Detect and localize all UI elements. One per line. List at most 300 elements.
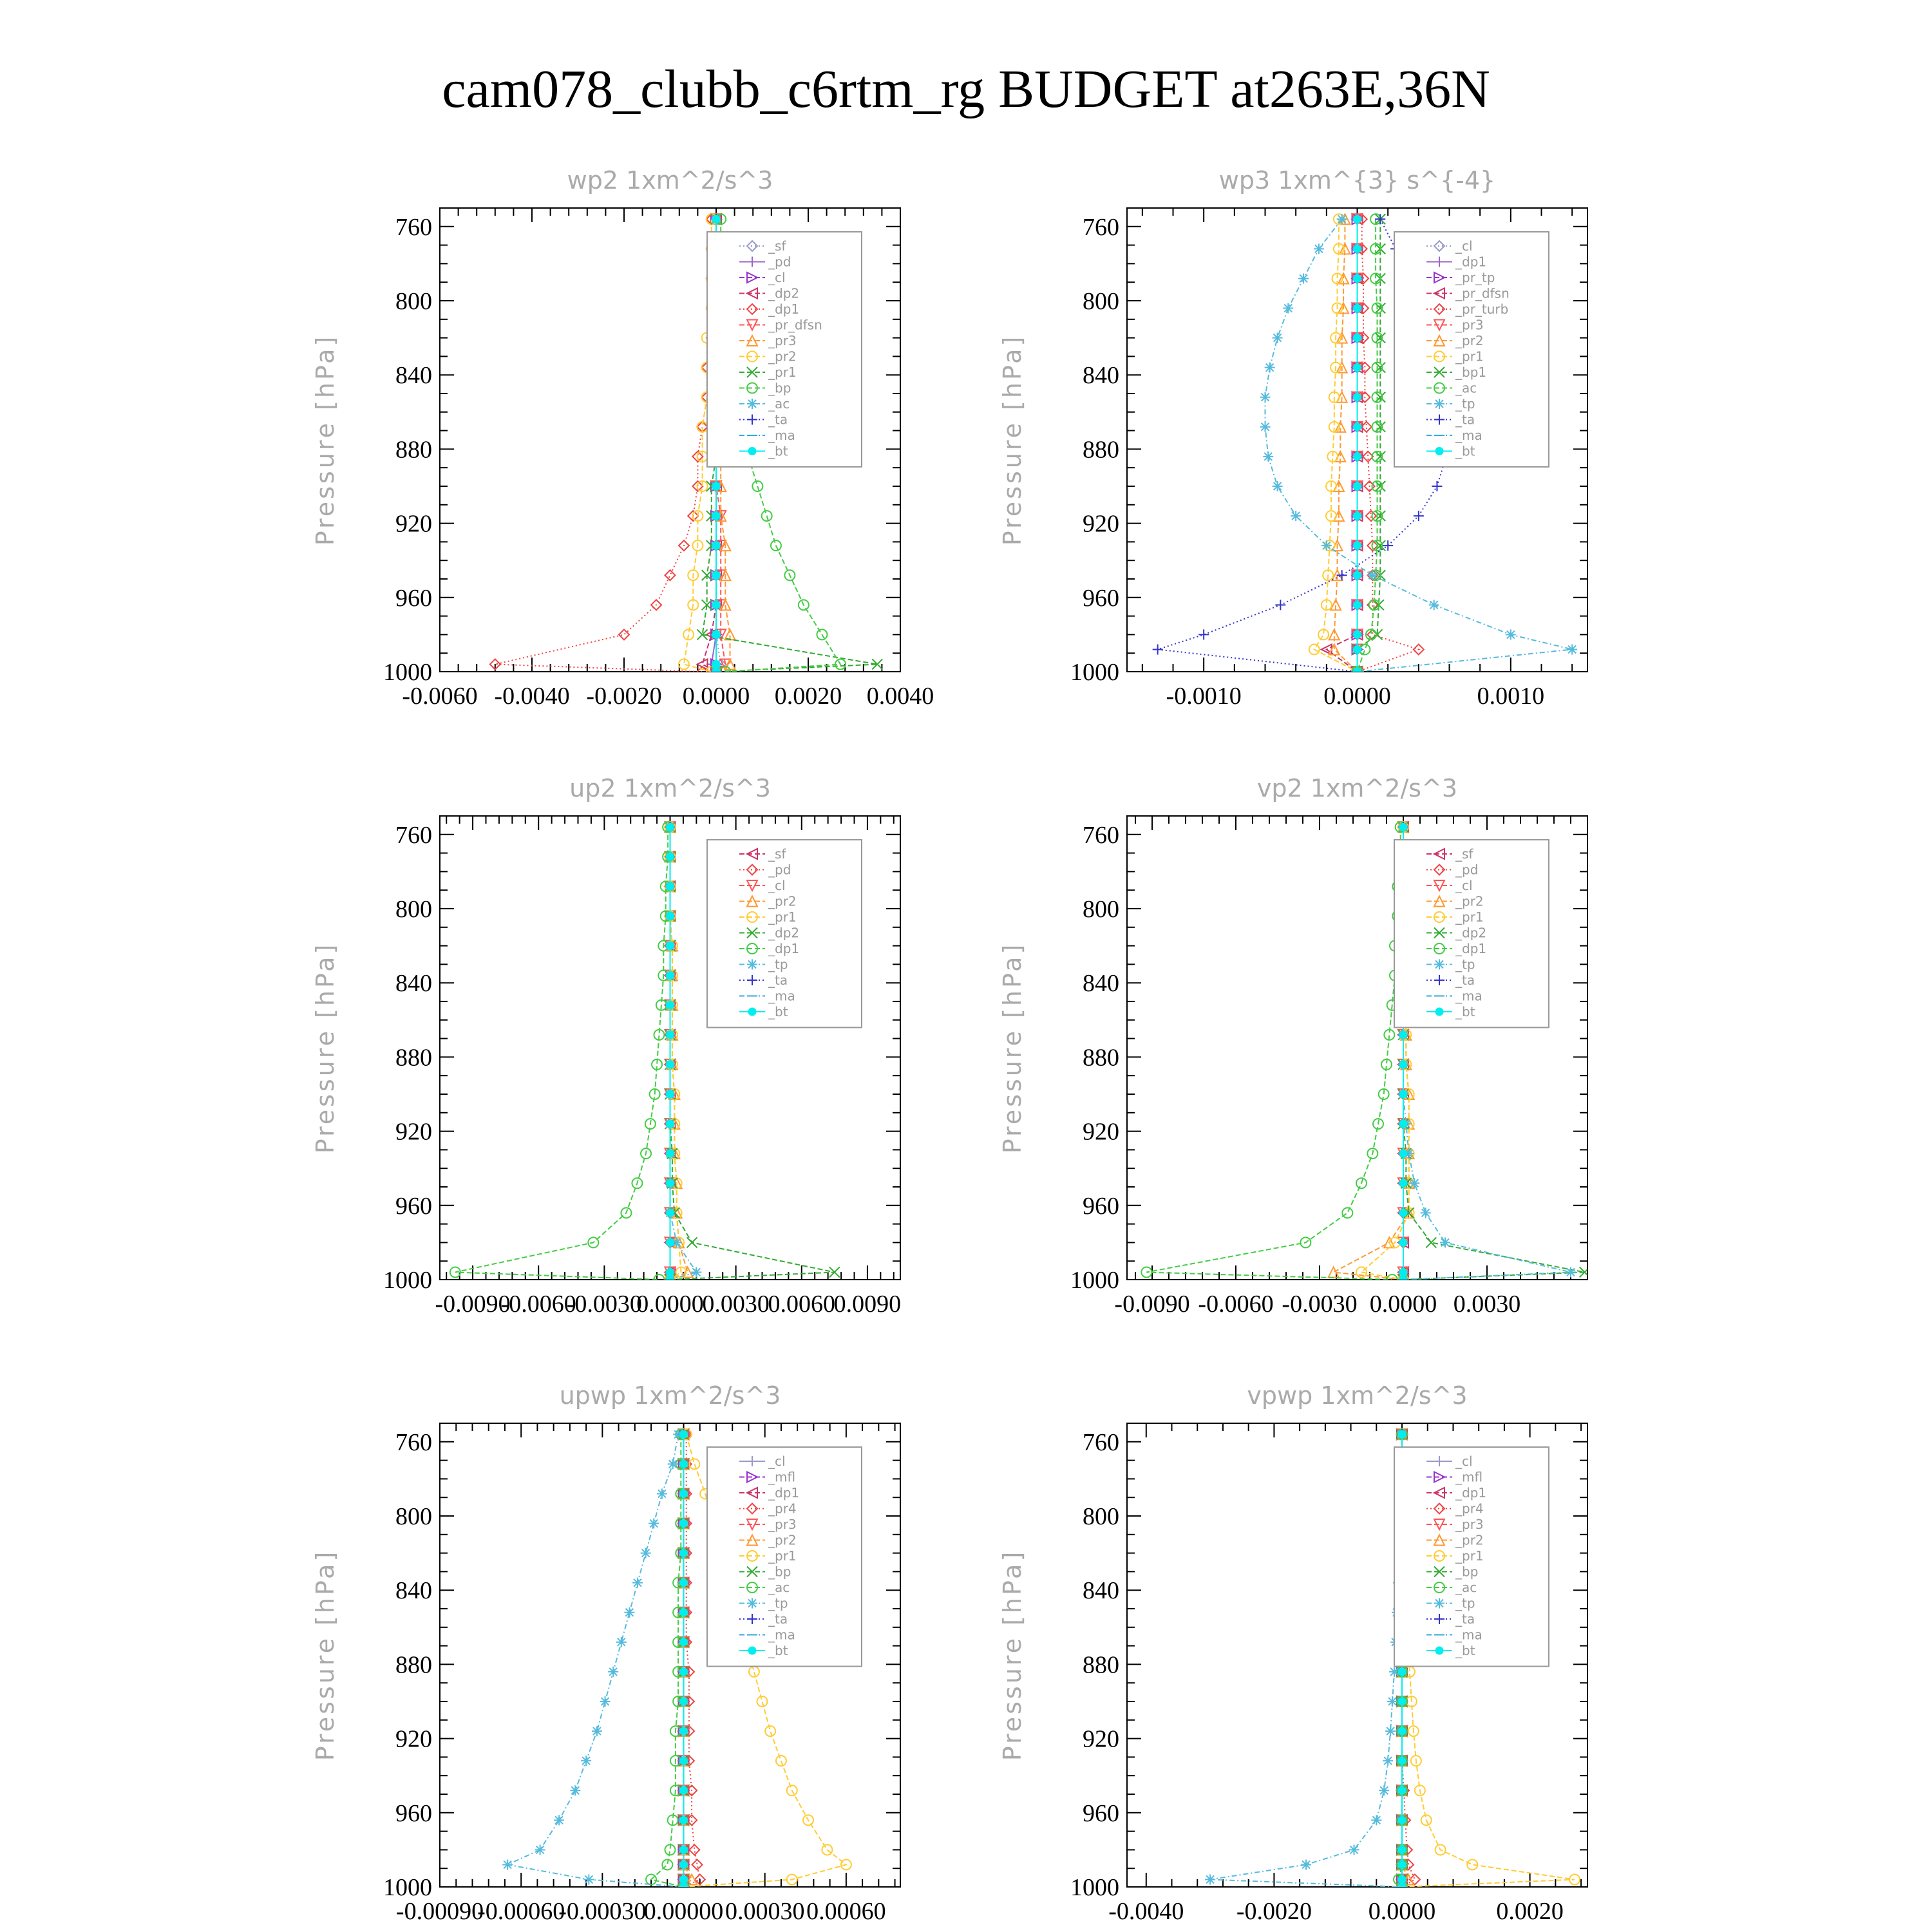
point-wp3-ta — [1275, 600, 1285, 610]
legend-label-vp2-pd: _pd — [1455, 862, 1479, 878]
xtick-label: -0.0020 — [586, 683, 662, 710]
point-up2-bt — [667, 1276, 674, 1283]
ytick-label: 1000 — [383, 1874, 432, 1901]
point-wp3-ta — [1198, 629, 1209, 639]
ytick-label: 960 — [395, 1192, 432, 1220]
point-vp2-bt — [1399, 823, 1407, 831]
xtick-label: -0.0060 — [402, 683, 478, 710]
legend-label-upwp-mfl: _mfl — [768, 1469, 796, 1485]
legend-label-vpwp-pr2: _pr2 — [1455, 1532, 1484, 1548]
legend-label-vpwp-tp: _tp — [1455, 1595, 1475, 1611]
ytick-label: 960 — [395, 1799, 432, 1827]
point-vpwp-tp — [1379, 1785, 1389, 1795]
legend-label-wp3-pr1: _pr1 — [1455, 348, 1484, 365]
ytick-label: 840 — [395, 362, 432, 390]
legend-label-wp3-pr-dfsn: _pr_dfsn — [1455, 285, 1510, 301]
point-wp3-bt — [1354, 364, 1361, 372]
point-wp3-tp — [1291, 511, 1301, 521]
point-vpwp-bt — [1398, 1757, 1406, 1765]
point-wp2-bt — [712, 512, 720, 520]
legend-label-up2-bt: _bt — [768, 1004, 788, 1019]
legend-label-upwp-pr4: _pr4 — [768, 1501, 797, 1517]
point-upwp-tp — [592, 1726, 602, 1736]
point-upwp-tp — [641, 1548, 651, 1558]
point-up2-dp2 — [829, 1267, 840, 1277]
legend-label-upwp-bp: _bp — [768, 1564, 791, 1580]
legend-label-wp3-pr3: _pr3 — [1455, 317, 1484, 333]
point-upwp-tp — [657, 1488, 667, 1499]
legend-label-up2-dp2: _dp2 — [768, 925, 800, 941]
ytick-label: 1000 — [1070, 659, 1119, 686]
legend-label-wp2-ma: _ma — [768, 428, 795, 443]
series-line-up2-dp1 — [455, 827, 668, 1280]
xtick-label: 0.0000 — [1368, 1898, 1436, 1925]
ytick-label: 880 — [1083, 1651, 1119, 1679]
point-vpwp-tp — [1349, 1844, 1359, 1855]
legend-label-vp2-ma: _ma — [1455, 988, 1482, 1004]
legend-label-vpwp-pr1: _pr1 — [1455, 1548, 1484, 1564]
ylabel-vp2: Pressure [hPa] — [998, 942, 1027, 1154]
xtick-label: -0.0030 — [1282, 1291, 1358, 1318]
point-up2-tp — [691, 1267, 701, 1277]
point-vpwp-tp — [1385, 1726, 1396, 1736]
ytick-label: 800 — [1083, 896, 1119, 923]
ytick-label: 800 — [1083, 288, 1119, 315]
xtick-label: 0.00060 — [806, 1898, 886, 1925]
point-wp3-bt — [1354, 601, 1361, 609]
point-vp2-dp2 — [1426, 1237, 1436, 1247]
legend-label-upwp-tp: _tp — [768, 1595, 788, 1611]
legend-label-wp3-ac: _ac — [1455, 380, 1477, 396]
legend-marker-up2-tp — [747, 960, 757, 970]
xtick-label: 0.0060 — [768, 1291, 836, 1318]
legend-label-up2-pr2: _pr2 — [768, 893, 797, 909]
series-line-wp2-dp1 — [495, 219, 712, 672]
point-up2-bt — [667, 1120, 674, 1128]
point-upwp-tp — [583, 1874, 594, 1884]
legend-marker-wp3-bt — [1435, 448, 1443, 455]
xtick-label: -0.0060 — [1198, 1291, 1274, 1318]
legend-label-up2-pr1: _pr1 — [768, 909, 797, 925]
point-upwp-tp — [632, 1578, 643, 1588]
ytick-label: 800 — [1083, 1503, 1119, 1530]
point-wp3-tp — [1283, 303, 1293, 314]
xtick-label: -0.0090 — [1114, 1291, 1190, 1318]
legend-label-upwp-ac: _ac — [768, 1580, 790, 1595]
point-vpwp-bt — [1398, 1875, 1406, 1883]
point-wp3-tp — [1506, 629, 1516, 639]
legend-label-up2-pd: _pd — [768, 862, 791, 878]
legend-marker-vp2-bt — [1435, 1008, 1443, 1016]
legend-label-wp3-tp: _tp — [1455, 396, 1475, 412]
xtick-label: -0.00030 — [558, 1898, 647, 1925]
point-upwp-tp — [668, 1459, 678, 1469]
legend-label-vpwp-mfl: _mfl — [1455, 1469, 1483, 1485]
point-upwp-tp — [581, 1756, 591, 1766]
legend-label-upwp-ma: _ma — [768, 1627, 795, 1643]
point-vp2-dp1 — [1342, 1208, 1352, 1218]
point-wp3-tp — [1265, 363, 1275, 373]
ytick-label: 960 — [1083, 1192, 1119, 1220]
point-wp3-pr-turb — [1366, 511, 1376, 521]
legend-label-vp2-dp2: _dp2 — [1455, 925, 1487, 941]
legend-label-vpwp-bp: _bp — [1455, 1564, 1479, 1580]
ytick-label: 920 — [1083, 510, 1119, 538]
xtick-label: -0.0010 — [1166, 683, 1242, 710]
point-upwp-bt — [680, 1430, 688, 1438]
point-vpwp-tp — [1205, 1874, 1215, 1884]
point-wp3-tp — [1273, 333, 1283, 343]
point-vpwp-bt — [1398, 1883, 1406, 1891]
point-wp2-bt — [712, 601, 720, 609]
xtick-label: 0.0010 — [1477, 683, 1545, 710]
legend-label-upwp-pr1: _pr1 — [768, 1548, 797, 1564]
point-vp2-tp — [1421, 1208, 1431, 1218]
legend-marker-vp2-tp — [1434, 960, 1444, 970]
legend-label-wp3-pr2: _pr2 — [1455, 333, 1484, 348]
point-vp2-bt — [1399, 1090, 1407, 1098]
point-wp3-bt — [1354, 512, 1361, 520]
point-wp3-bt — [1354, 571, 1361, 579]
figure-title: cam078_clubb_c6rtm_rg BUDGET at263E,36N — [442, 59, 1490, 119]
legend-label-wp2-cl: _cl — [768, 270, 786, 285]
point-wp2-bt — [712, 482, 720, 490]
point-wp2-bt — [712, 660, 720, 668]
legend-label-vpwp-pr4: _pr4 — [1455, 1501, 1484, 1517]
point-wp3-tp — [1273, 481, 1283, 491]
point-wp3-bt — [1354, 542, 1361, 549]
legend-label-up2-ma: _ma — [768, 988, 795, 1004]
ytick-label: 920 — [1083, 1118, 1119, 1146]
legend-label-up2-tp: _tp — [768, 956, 788, 972]
xtick-label: 0.0020 — [1496, 1898, 1564, 1925]
legend-label-vpwp-bt: _bt — [1455, 1643, 1475, 1658]
ytick-label: 760 — [1083, 821, 1119, 849]
legend-label-wp2-pr1: _pr1 — [768, 365, 797, 380]
xtick-label: -0.0060 — [500, 1291, 576, 1318]
ytick-label: 920 — [1083, 1725, 1119, 1753]
point-up2-bt — [667, 1061, 674, 1068]
xtick-label: 0.0000 — [1369, 1291, 1437, 1318]
point-vp2-bt — [1399, 1268, 1407, 1276]
ytick-label: 880 — [1083, 1044, 1119, 1072]
legend-label-wp3-pr-turb: _pr_turb — [1455, 301, 1509, 317]
legend-label-vp2-bt: _bt — [1455, 1004, 1475, 1019]
legend-label-wp2-ac: _ac — [768, 396, 790, 412]
point-upwp-bt — [680, 1520, 688, 1528]
legend-label-wp3-dp1: _dp1 — [1455, 254, 1487, 270]
legend-label-vp2-dp1: _dp1 — [1455, 941, 1487, 956]
ytick-label: 880 — [395, 436, 432, 464]
series-line-upwp-tp — [507, 1434, 683, 1887]
point-wp2-bt — [712, 571, 720, 579]
point-up2-bt — [667, 853, 674, 860]
point-upwp-tp — [554, 1815, 564, 1825]
point-wp2-bt — [712, 215, 720, 223]
point-up2-dp2 — [687, 1237, 697, 1247]
point-wp3-bt — [1354, 482, 1361, 490]
legend-label-vp2-ta: _ta — [1455, 972, 1475, 988]
point-wp3-bt — [1354, 630, 1361, 638]
point-upwp-pr4 — [689, 1844, 699, 1855]
point-up2-bt — [667, 1090, 674, 1098]
point-vp2-tp — [1409, 1178, 1419, 1188]
panel-upwp — [311, 1381, 900, 1925]
ytick-label: 920 — [395, 510, 432, 538]
ytick-label: 760 — [395, 821, 432, 849]
panel-title-wp2: wp2 1xm^2/s^3 — [567, 166, 773, 194]
legend-label-up2-cl: _cl — [768, 878, 786, 893]
legend-label-upwp-pr3: _pr3 — [768, 1517, 797, 1532]
point-wp3-ta — [1432, 481, 1442, 491]
ytick-label: 760 — [1083, 1428, 1119, 1456]
legend-marker-wp3-tp — [1434, 399, 1444, 409]
ytick-label: 960 — [395, 584, 432, 612]
legend-marker-upwp-bt — [748, 1647, 756, 1654]
point-upwp-bt — [680, 1638, 688, 1646]
ylabel-wp3: Pressure [hPa] — [998, 334, 1027, 546]
legend-label-vp2-tp: _tp — [1455, 956, 1475, 972]
point-up2-bt — [667, 1268, 674, 1276]
point-vp2-bt — [1399, 1238, 1407, 1246]
legend-label-wp2-pr-dfsn: _pr_dfsn — [768, 317, 822, 333]
point-up2-bt — [667, 882, 674, 890]
point-wp3-bt — [1354, 274, 1361, 282]
legend-label-upwp-ta: _ta — [768, 1611, 788, 1627]
point-up2-bt — [667, 1001, 674, 1009]
legend-label-up2-dp1: _dp1 — [768, 941, 800, 956]
legend-label-vpwp-dp1: _dp1 — [1455, 1485, 1487, 1501]
point-upwp-bt — [680, 1816, 688, 1824]
point-upwp-bt — [680, 1609, 688, 1616]
xtick-label: -0.0040 — [494, 683, 570, 710]
legend-label-vpwp-ma: _ma — [1455, 1627, 1482, 1643]
xtick-label: 0.0040 — [866, 683, 934, 710]
ytick-label: 1000 — [1070, 1267, 1119, 1294]
xtick-label: 0.0020 — [774, 683, 842, 710]
legend-marker-vpwp-tp — [1434, 1598, 1444, 1609]
point-vp2-tp — [1440, 1237, 1450, 1247]
ytick-label: 840 — [1083, 362, 1119, 390]
point-wp2-bt — [712, 668, 720, 676]
panel-title-upwp: upwp 1xm^2/s^3 — [559, 1381, 781, 1410]
point-wp3-bt — [1354, 393, 1361, 401]
point-upwp-bt — [680, 1786, 688, 1794]
panel-up2 — [311, 774, 901, 1318]
point-wp3-tp — [1260, 392, 1271, 402]
legend-label-wp3-bp1: _bp1 — [1455, 365, 1487, 380]
point-upwp-bt — [680, 1861, 688, 1868]
legend-marker-wp2-ac — [747, 399, 757, 409]
xtick-label: 0.0000 — [682, 683, 750, 710]
panel-title-vpwp: vpwp 1xm^2/s^3 — [1247, 1381, 1468, 1410]
ylabel-upwp: Pressure [hPa] — [311, 1549, 339, 1761]
legend-label-vp2-cl: _cl — [1455, 878, 1473, 893]
ytick-label: 840 — [395, 970, 432, 998]
point-wp3-bt — [1354, 645, 1361, 653]
legend-label-wp3-bt: _bt — [1455, 443, 1475, 459]
point-vp2-bt — [1399, 1179, 1407, 1187]
series-line-wp3-pr1 — [1314, 219, 1358, 672]
point-vp2-bt — [1399, 1150, 1407, 1157]
ytick-label: 760 — [395, 1428, 432, 1456]
point-upwp-bt — [680, 1698, 688, 1705]
ytick-label: 840 — [395, 1577, 432, 1605]
legend-label-upwp-pr2: _pr2 — [768, 1532, 797, 1548]
point-wp3-bt — [1354, 334, 1361, 342]
ytick-label: 920 — [395, 1725, 432, 1753]
point-up2-bt — [667, 1209, 674, 1217]
xtick-label: 0.0030 — [1453, 1291, 1521, 1318]
point-upwp-tp — [600, 1696, 611, 1707]
ytick-label: 880 — [395, 1651, 432, 1679]
point-vpwp-tp — [1301, 1859, 1311, 1870]
panel-wp2 — [311, 166, 934, 710]
point-upwp-pr1 — [749, 1667, 759, 1677]
panel-title-vp2: vp2 1xm^2/s^3 — [1256, 774, 1458, 802]
point-vpwp-tp — [1387, 1696, 1397, 1707]
point-wp3-bt — [1354, 453, 1361, 460]
point-up2-bt — [667, 1238, 674, 1246]
legend-marker-wp2-bt — [748, 448, 756, 455]
legend-label-wp2-dp1: _dp1 — [768, 301, 800, 317]
point-upwp-pr1 — [765, 1726, 775, 1736]
point-wp2-dp2 — [697, 659, 708, 669]
legend-label-wp2-sf: _sf — [768, 238, 786, 254]
point-upwp-bt — [680, 1460, 688, 1468]
ylabel-wp2: Pressure [hPa] — [311, 334, 339, 546]
point-upwp-bt — [680, 1727, 688, 1735]
ytick-label: 840 — [1083, 970, 1119, 998]
xtick-label: 0.00030 — [724, 1898, 805, 1925]
point-upwp-tp — [608, 1667, 618, 1677]
ytick-label: 1000 — [1070, 1874, 1119, 1901]
xtick-label: -0.0040 — [1108, 1898, 1184, 1925]
point-vp2-bt — [1399, 1031, 1407, 1039]
point-vp2-tp — [1566, 1267, 1576, 1277]
legend-label-vpwp-cl: _cl — [1455, 1454, 1473, 1469]
point-vpwp-bt — [1398, 1846, 1406, 1853]
legend-label-vp2-pr1: _pr1 — [1455, 909, 1484, 925]
xtick-label: -0.00090 — [395, 1898, 484, 1925]
point-wp3-ta — [1153, 644, 1163, 654]
legend-label-wp2-dp2: _dp2 — [768, 285, 800, 301]
point-up2-bt — [667, 823, 674, 831]
ytick-label: 760 — [1083, 213, 1119, 241]
ytick-label: 1000 — [383, 659, 432, 686]
ytick-label: 880 — [395, 1044, 432, 1072]
point-upwp-pr4 — [692, 1859, 703, 1870]
legend-label-upwp-cl: _cl — [768, 1454, 786, 1469]
point-wp3-tp — [1567, 644, 1577, 654]
point-upwp-bt — [680, 1757, 688, 1765]
ytick-label: 880 — [1083, 436, 1119, 464]
point-upwp-ac — [662, 1859, 672, 1870]
ylabel-up2: Pressure [hPa] — [311, 942, 339, 1154]
point-vpwp-bt — [1398, 1698, 1406, 1705]
legend-label-upwp-bt: _bt — [768, 1643, 788, 1658]
point-vpwp-tp — [1371, 1815, 1381, 1825]
point-upwp-tp — [649, 1519, 659, 1529]
xtick-label: -0.0020 — [1236, 1898, 1312, 1925]
point-vpwp-bt — [1398, 1727, 1406, 1735]
ytick-label: 760 — [395, 213, 432, 241]
ytick-label: 960 — [1083, 1799, 1119, 1827]
point-upwp-tp — [570, 1785, 580, 1795]
series-line-vpwp-tp — [1210, 1434, 1402, 1887]
point-wp3-tp — [1263, 451, 1273, 462]
ylabel-vpwp: Pressure [hPa] — [998, 1549, 1027, 1761]
xtick-label: 0.0030 — [702, 1291, 770, 1318]
point-up2-bt — [667, 1150, 674, 1157]
point-wp2-bt — [712, 630, 720, 638]
panel-vpwp — [998, 1381, 1587, 1925]
ytick-label: 800 — [395, 896, 432, 923]
point-wp2-bt — [712, 542, 720, 549]
point-wp3-bt — [1354, 305, 1361, 312]
legend-label-up2-sf: _sf — [768, 846, 786, 862]
point-wp3-tp — [1367, 570, 1378, 580]
point-upwp-pr1 — [757, 1696, 768, 1707]
point-vpwp-bt — [1398, 1816, 1406, 1824]
legend-label-wp2-pd: _pd — [768, 254, 791, 270]
legend-label-wp3-ma: _ma — [1455, 428, 1482, 443]
legend-label-vpwp-ta: _ta — [1455, 1611, 1475, 1627]
legend-label-wp2-pr3: _pr3 — [768, 333, 797, 348]
point-wp3-bt — [1354, 423, 1361, 431]
legend-label-vp2-sf: _sf — [1455, 846, 1473, 862]
point-upwp-bt — [680, 1549, 688, 1557]
point-up2-bt — [667, 972, 674, 980]
point-vp2-bt — [1399, 1120, 1407, 1128]
legend-label-vpwp-ac: _ac — [1455, 1580, 1477, 1595]
xtick-label: -0.00060 — [477, 1898, 565, 1925]
legend-label-wp2-bt: _bt — [768, 443, 788, 459]
point-upwp-bt — [680, 1846, 688, 1853]
point-upwp-tp — [535, 1844, 545, 1855]
ytick-label: 960 — [1083, 584, 1119, 612]
xtick-label: 0.0090 — [833, 1291, 902, 1318]
point-wp3-tp — [1260, 422, 1271, 432]
xtick-label: 0.0000 — [1323, 683, 1391, 710]
point-upwp-tp — [624, 1607, 634, 1618]
panel-vp2 — [998, 774, 1590, 1318]
point-up2-bt — [667, 913, 674, 920]
legend-label-vpwp-pr3: _pr3 — [1455, 1517, 1484, 1532]
point-vpwp-bt — [1398, 1668, 1406, 1676]
point-up2-bt — [667, 942, 674, 950]
ytick-label: 1000 — [383, 1267, 432, 1294]
xtick-label: 0.00000 — [643, 1898, 724, 1925]
point-up2-bt — [667, 1031, 674, 1039]
point-vpwp-bt — [1398, 1861, 1406, 1868]
point-wp3-bt — [1354, 668, 1361, 676]
point-wp3-tp — [1429, 600, 1439, 610]
point-vpwp-bt — [1398, 1786, 1406, 1794]
point-wp3-tp — [1337, 214, 1347, 224]
legend-label-upwp-dp1: _dp1 — [768, 1485, 800, 1501]
legend-label-wp2-bp: _bp — [768, 380, 791, 396]
point-upwp-bt — [680, 1668, 688, 1676]
point-upwp-bt — [680, 1579, 688, 1587]
legend-label-wp3-ta: _ta — [1455, 412, 1475, 428]
series-line-vp2-dp1 — [1146, 827, 1400, 1280]
xtick-label: -0.0030 — [566, 1291, 642, 1318]
legend-marker-vpwp-bt — [1435, 1647, 1443, 1654]
legend-marker-up2-bt — [748, 1008, 756, 1016]
point-wp3-tp — [1321, 540, 1332, 551]
xtick-label: 0.0000 — [636, 1291, 704, 1318]
